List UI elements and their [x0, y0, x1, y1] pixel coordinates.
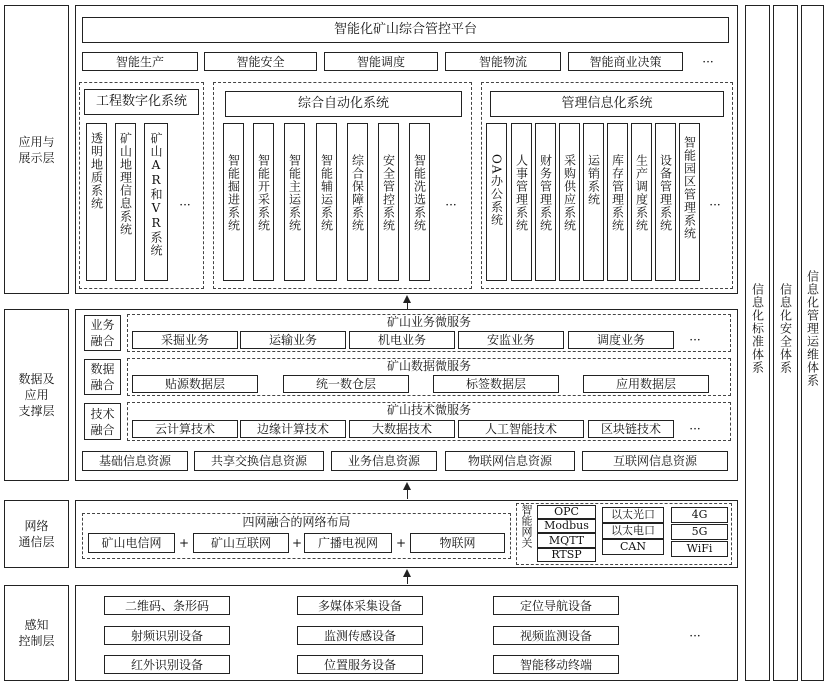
mis-item-oa: OA办公系统	[486, 123, 507, 281]
resource-business: 业务信息资源	[331, 451, 437, 471]
smart-gateway-label: 智能网关	[520, 504, 533, 548]
mis-item-sales: 运销系统	[583, 123, 604, 281]
eng-item-geology: 透明地质系统	[86, 123, 107, 281]
tech-item-bigdata: 大数据技术	[349, 420, 455, 438]
layer-label-sensing-text: 感知 控制层	[18, 618, 55, 648]
device-barcode: 二维码、条形码	[104, 596, 230, 615]
wired-ethernet-electrical: 以太电口	[602, 523, 664, 539]
mis-item-smart-park: 智能园区管理系统	[679, 123, 700, 281]
tech-microservice-title: 矿山技术微服务	[386, 403, 471, 417]
function-more: ···	[702, 54, 714, 69]
tech-item-blockchain: 区块链技术	[588, 420, 674, 438]
business-item-dispatch: 调度业务	[568, 331, 674, 349]
device-rfid: 射频识别设备	[104, 626, 230, 645]
net-internet: 矿山互联网	[193, 533, 289, 553]
auto-item-safety-control: 安全管控系统	[378, 123, 399, 281]
four-network-title: 四网融合的网络布局	[242, 515, 351, 529]
device-sensor: 监测传感设备	[297, 626, 423, 645]
tech-fusion-label: 技术融合	[84, 403, 121, 440]
tech-item-edge: 边缘计算技术	[240, 420, 346, 438]
device-infrared: 红外识别设备	[104, 655, 230, 674]
function-smart-dispatch: 智能调度	[324, 52, 438, 71]
resource-basic: 基础信息资源	[82, 451, 188, 471]
auto-item-more: ···	[445, 198, 457, 212]
business-item-more: ···	[689, 333, 701, 347]
business-item-electromech: 机电业务	[349, 331, 455, 349]
protocol-rtsp: RTSP	[537, 548, 596, 562]
plus-1: +	[178, 536, 190, 550]
mis-item-procurement: 采购供应系统	[559, 123, 580, 281]
tech-item-ai: 人工智能技术	[458, 420, 584, 438]
wired-ethernet-optical: 以太光口	[602, 507, 664, 523]
plus-2: +	[291, 536, 303, 550]
eng-system-title: 工程数字化系统	[84, 89, 199, 115]
layer-label-data-text: 数据及 应用 支撑层	[18, 372, 55, 418]
side-management-system-label: 信息化管理运维体系	[805, 270, 820, 387]
side-standard-system-label: 信息化标准体系	[750, 283, 765, 374]
device-multimedia: 多媒体采集设备	[297, 596, 423, 615]
eng-item-gis: 矿山地理信息系统	[115, 123, 136, 281]
wired-can: CAN	[602, 539, 664, 555]
mis-item-more: ···	[709, 198, 721, 212]
device-navigation: 定位导航设备	[493, 596, 619, 615]
tech-item-more: ···	[689, 422, 701, 436]
protocol-modbus: Modbus	[537, 519, 596, 533]
function-smart-decision: 智能商业决策	[568, 52, 683, 71]
resource-internet: 互联网信息资源	[582, 451, 728, 471]
data-item-source: 贴源数据层	[132, 375, 258, 393]
mis-item-finance: 财务管理系统	[535, 123, 556, 281]
layer-label-network-text: 网络 通信层	[18, 519, 55, 549]
auto-item-support: 综合保障系统	[347, 123, 368, 281]
wireless-wifi: WiFi	[671, 541, 728, 557]
net-broadcast-tv: 广播电视网	[304, 533, 392, 553]
business-item-mining: 采掘业务	[132, 331, 238, 349]
auto-item-main-transport: 智能主运系统	[284, 123, 305, 281]
business-microservice-title: 矿山业务微服务	[386, 315, 471, 329]
device-video: 视频监测设备	[493, 626, 619, 645]
data-item-tag: 标签数据层	[433, 375, 559, 393]
protocol-opc: OPC	[537, 505, 596, 519]
eng-item-ar-vr: 矿山AR和VR系统	[144, 123, 168, 281]
protocol-mqtt: MQTT	[537, 533, 596, 548]
function-smart-production: 智能生产	[82, 52, 198, 71]
side-security-system-label: 信息化安全体系	[778, 283, 793, 374]
mis-item-production-dispatch: 生产调度系统	[631, 123, 652, 281]
business-item-safety: 安监业务	[458, 331, 564, 349]
auto-item-mining: 智能开采系统	[253, 123, 274, 281]
auto-item-aux-transport: 智能辅运系统	[316, 123, 337, 281]
auto-item-washing: 智能洗选系统	[409, 123, 430, 281]
resource-iot: 物联网信息资源	[445, 451, 575, 471]
platform-title: 智能化矿山综合管控平台	[82, 17, 729, 43]
data-item-application: 应用数据层	[583, 375, 709, 393]
mis-system-title: 管理信息化系统	[490, 91, 724, 117]
auto-system-title: 综合自动化系统	[225, 91, 462, 117]
device-mobile-terminal: 智能移动终端	[493, 655, 619, 674]
mis-item-hr: 人事管理系统	[511, 123, 532, 281]
auto-item-tunneling: 智能掘进系统	[223, 123, 244, 281]
wireless-4g: 4G	[671, 507, 728, 523]
plus-3: +	[395, 536, 407, 550]
resource-shared-exchange: 共享交换信息资源	[194, 451, 324, 471]
business-item-transport: 运输业务	[240, 331, 346, 349]
data-microservice-title: 矿山数据微服务	[386, 359, 471, 373]
net-telecom: 矿山电信网	[88, 533, 175, 553]
function-smart-logistics: 智能物流	[445, 52, 561, 71]
mis-item-equipment: 设备管理系统	[655, 123, 676, 281]
data-item-warehouse: 统一数仓层	[283, 375, 409, 393]
device-more: ···	[689, 628, 701, 643]
device-location-service: 位置服务设备	[297, 655, 423, 674]
mis-item-inventory: 库存管理系统	[607, 123, 628, 281]
eng-item-more: ···	[179, 198, 191, 212]
business-fusion-label: 业务融合	[84, 315, 121, 351]
data-fusion-label: 数据融合	[84, 359, 121, 395]
wireless-5g: 5G	[671, 524, 728, 540]
function-smart-safety: 智能安全	[204, 52, 317, 71]
layer-label-app-text: 应用与 展示层	[18, 134, 55, 165]
net-iot: 物联网	[410, 533, 505, 553]
tech-item-cloud: 云计算技术	[132, 420, 238, 438]
